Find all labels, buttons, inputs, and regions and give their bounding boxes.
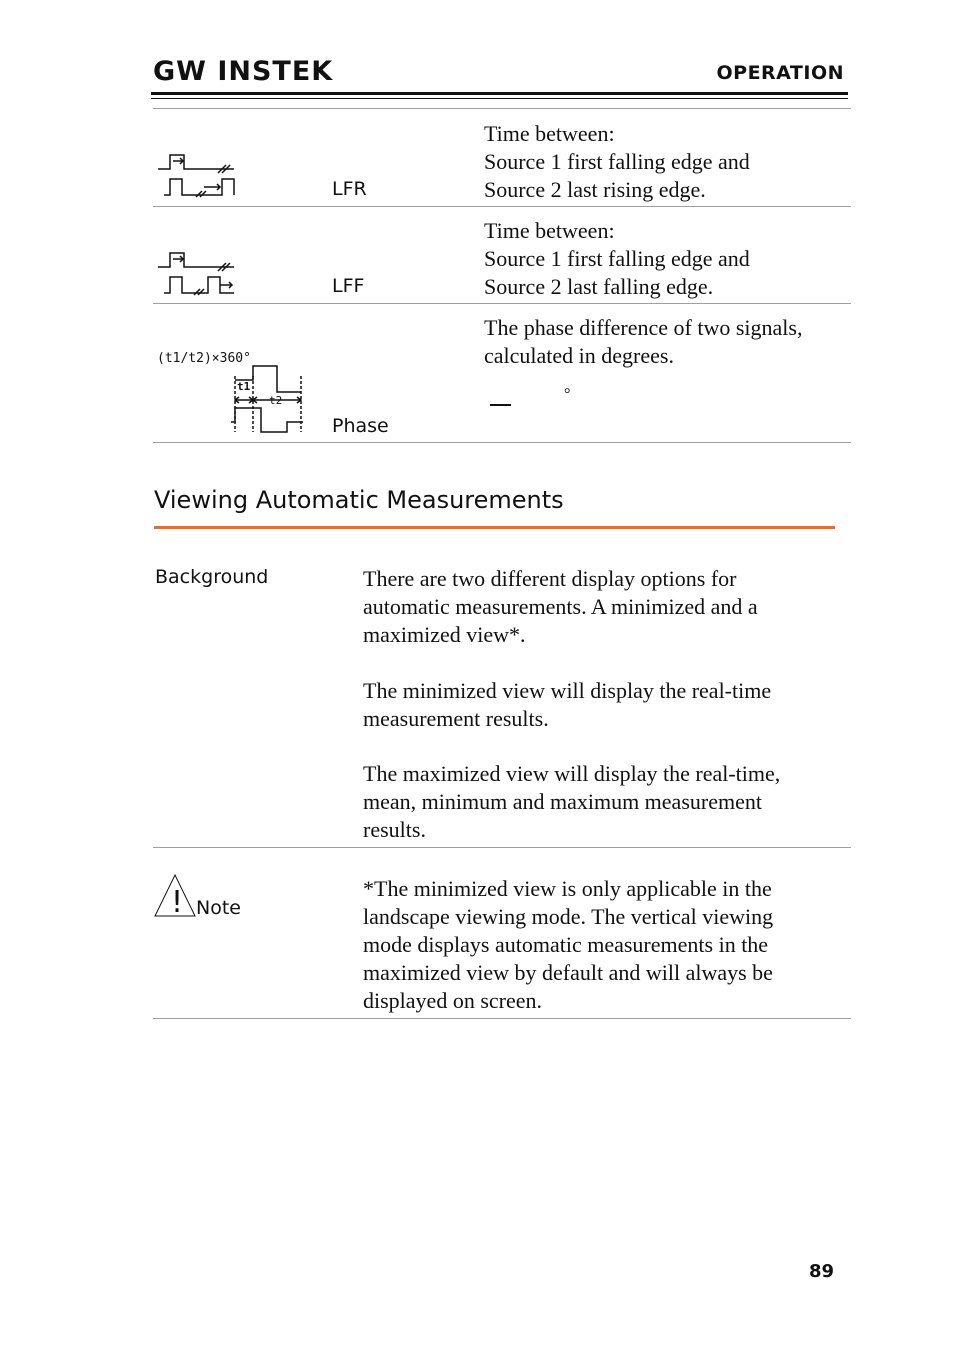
description-line: calculated in degrees. [484, 343, 674, 368]
background-paragraph [363, 760, 843, 844]
t2-label: t2 [269, 394, 283, 407]
lfr-label: LFR [332, 178, 367, 200]
paragraph-line: maximized view by default and will always be [363, 960, 773, 985]
paragraph-line: The minimized view will display the real-time [363, 678, 772, 703]
background-paragraph [363, 677, 843, 733]
description-line: Time between: [484, 218, 615, 243]
paragraph-line: displayed on screen. [363, 988, 542, 1013]
paragraph-line: measurement results. [363, 706, 549, 731]
description-line: Source 2 last falling edge. [484, 274, 714, 299]
row-divider [153, 206, 851, 207]
description-line: Time between: [484, 121, 615, 146]
header-rule-thin [151, 98, 848, 99]
paragraph-line: mode displays automatic measurements in the [363, 932, 769, 957]
paragraph-line: There are two different display options for [363, 566, 737, 591]
degree-mark: ° [564, 386, 571, 403]
header-rule [151, 92, 848, 95]
phase-waveform-icon [157, 346, 307, 438]
row-divider [153, 108, 851, 109]
paragraph-line: *The minimized view is only applicable in the [363, 876, 772, 901]
section-label: OPERATION [716, 62, 844, 84]
background-paragraph [363, 565, 843, 649]
paragraph-line: results. [363, 817, 426, 842]
row-divider [153, 442, 851, 443]
phase-label: Phase [332, 415, 389, 437]
description-line: Source 1 first falling edge and [484, 149, 750, 174]
background-label: Background [155, 566, 269, 588]
row-divider [153, 847, 851, 848]
note-label: Note [196, 897, 241, 919]
paragraph-line: automatic measurements. A minimized and a [363, 594, 758, 619]
row-divider [153, 303, 851, 304]
paragraph-line: maximized view*. [363, 622, 526, 647]
lfr-waveform-icon [158, 153, 238, 199]
paragraph-line: mean, minimum and maximum measurement [363, 789, 762, 814]
description-line: Source 2 last rising edge. [484, 177, 706, 202]
lff-waveform-icon [158, 251, 238, 297]
page-number: 89 [808, 1261, 834, 1282]
logo-text: GW INSTEK [153, 56, 334, 87]
gw-instek-logo [153, 55, 334, 87]
lff-description [484, 217, 750, 301]
paragraph-line: landscape viewing mode. The vertical viewing [363, 904, 774, 929]
lfr-description [484, 120, 750, 204]
note-exclamation: ! [171, 885, 184, 920]
row-divider [153, 1018, 851, 1019]
note-text [363, 875, 843, 1015]
section-title-underline [154, 526, 835, 529]
phase-formula: (t1/t2)×360° [157, 351, 251, 366]
description-line: The phase difference of two signals, [484, 315, 803, 340]
t1-label: t1 [237, 380, 251, 393]
description-line: Source 1 first falling edge and [484, 246, 750, 271]
formula-fraction-bar [490, 404, 511, 406]
paragraph-line: The maximized view will display the real-time, [363, 761, 781, 786]
section-title: Viewing Automatic Measurements [154, 486, 564, 514]
lff-label: LFF [332, 275, 365, 297]
phase-description [484, 314, 802, 370]
warning-triangle-icon [153, 873, 197, 919]
